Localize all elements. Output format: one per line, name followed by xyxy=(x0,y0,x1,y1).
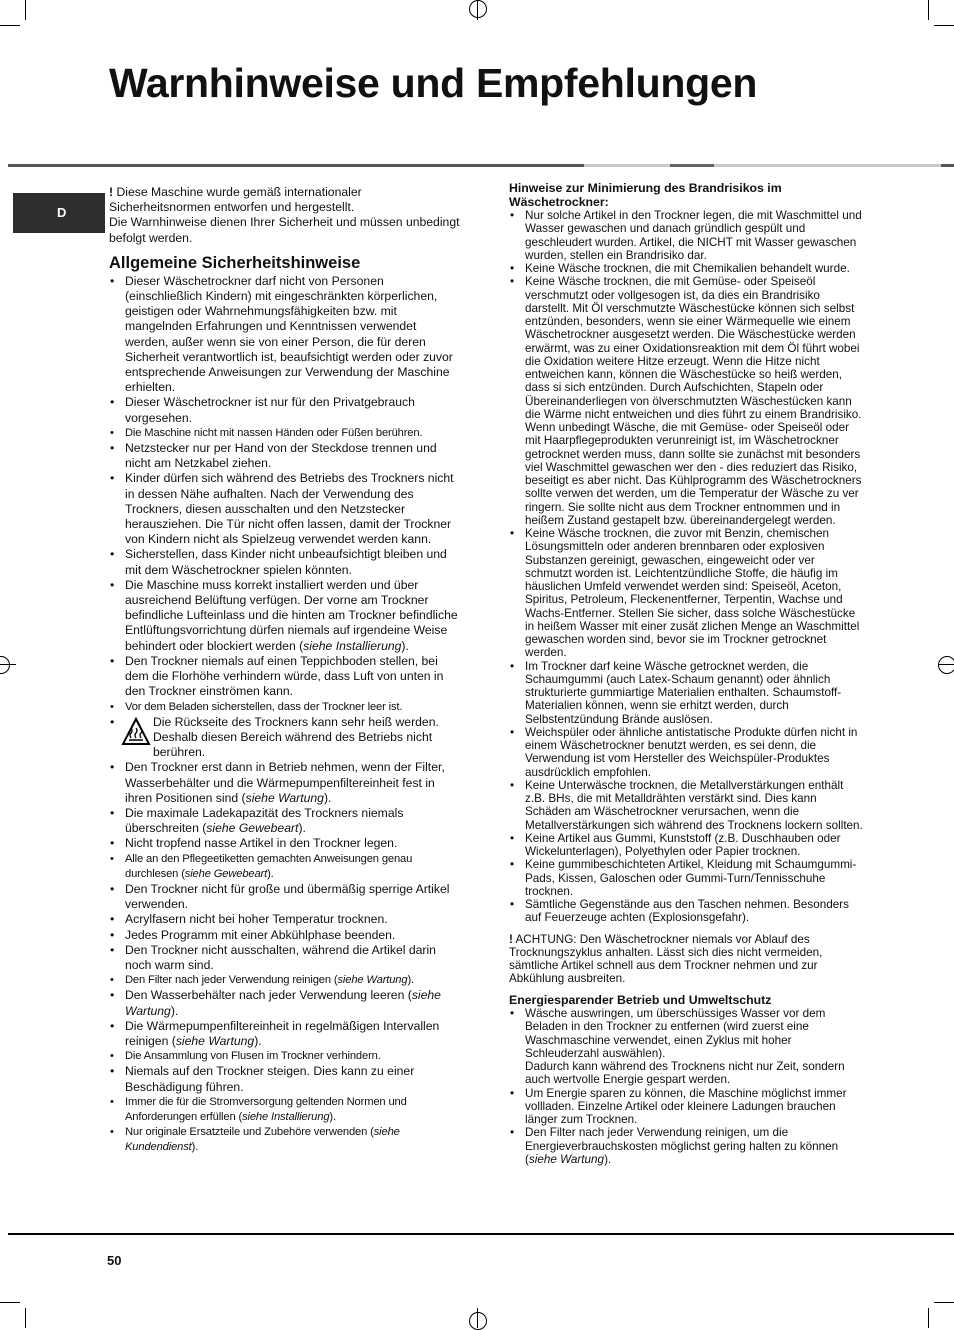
list-item: • Immer die für die Stromversorgung geltenden Normen und Anforderungen erfüllen (siehe Installierung). xyxy=(109,1095,463,1125)
list-item: • Kinder dürfen sich während des Betriebs des Trockners nicht in dessen Nähe aufhalten. Nach der Verwendung des Trockners, diesen ausschalten und den Netzstecker herausziehen. Die Tür nicht offen lassen, damit der Trockner von Kindern nicht als Spielzeug verwendet werden kann. xyxy=(109,471,463,547)
reference-link: siehe Gewebeart xyxy=(184,867,268,880)
list-item: • Den Trockner erst dann in Betrieb nehmen, wenn der Filter, Wasserbehälter und die Wärmepumpenfiltereinheit fest in ihren Positionen sind (siehe Wartung). xyxy=(109,760,463,806)
reference-link: siehe Installierung xyxy=(242,1110,330,1123)
section-heading-safety: Allgemeine Sicherheitshinweise xyxy=(109,253,361,272)
reference-link: siehe Wartung xyxy=(125,988,441,1018)
header-rule xyxy=(941,164,954,167)
list-item: • Sicherstellen, dass Kinder nicht unbeaufsichtigt bleiben und mit dem Wäschetrockner spielen könnten. xyxy=(109,547,463,577)
crop-mark xyxy=(928,1308,929,1328)
header-rule xyxy=(584,164,670,167)
list-item: • Nur originale Ersatzteile und Zubehöre verwenden (siehe Kundendienst). xyxy=(109,1125,463,1155)
left-column xyxy=(109,185,463,1156)
list-item: • Keine Wäsche trocknen, die zuvor mit Benzin, chemischen Lösungsmitteln oder anderen brennbaren oder explosiven Substanzen gereinigt, gewaschen, eingeweicht oder ver schmutzt worden ist. Leichtentzündliche Stoffe, die häufig im häuslichen Umfeld verwendet werden sind: Speiseöl, Aceton, Spiritus, Petroleum, Fleckenentferner, Terpentin, Wachse und Wachs-Entferner. Stellen Sie sicher, dass solche Wäschestücke in heißem Wasser mit einer zusät zlichen Menge an Waschmittel gewaschen worden sind, bevor sie im Trockner getrocknet werden. xyxy=(509,527,864,660)
list-item: • Den Trockner nicht für große und übermäßig sperrige Artikel verwenden. xyxy=(109,882,463,912)
list-item: • Die Wärmepumpenfiltereinheit in regelmäßigen Intervallen reinigen (siehe Wartung). xyxy=(109,1019,463,1049)
registration-mark xyxy=(938,656,954,674)
hot-surface-warning: • Die Rückseite des Trockners kann sehr heiß werden. Deshalb diesen Bereich während des Betriebs nicht berühren. xyxy=(125,715,463,761)
crop-mark xyxy=(25,1308,26,1328)
list-item: • Nicht tropfend nasse Artikel in den Trockner legen. xyxy=(109,836,463,851)
reference-link: siehe Wartung xyxy=(175,1033,255,1048)
reference-link: siehe Wartung xyxy=(337,974,408,987)
list-item: • Keine Unterwäsche trocknen, die Metallverstärkungen enthält z.B. BHs, die mit Metalldrähten verstärkt sind. Dies kann Schäden am Wäschetrockner verursachen, wenn die Metallverstärkungen sich während des Trocknens lockern sollten. xyxy=(509,779,864,832)
list-item: • Im Trockner darf keine Wäsche getrocknet werden, die Schaumgummi (auch Latex-Schaum genannt) oder ähnlich strukturierte gummiartige Materialien enthalten. Schaumstoff-Materialien können, wenn sie erhitzt werden, durch Selbstentzündung Brände auslösen. xyxy=(509,660,864,726)
list-item: • Niemals auf den Trockner steigen. Dies kann zu einer Beschädigung führen. xyxy=(109,1064,463,1094)
list-item: • Dieser Wäschetrockner darf nicht von Personen (einschließlich Kindern) mit eingeschränkten körperlichen, geistigen oder Wahrnehmungsfähigkeiten bzw. mit mangelnden Erfahrungen und Kenntnissen verwendet werden, außer wenn sie von einer Person, die für deren Sicherheit verantwortlich ist, beaufsichtigt werden oder zuvor entsprechende Anweisungen zur Verwendung der Maschine erhielten. xyxy=(109,274,463,396)
list-item: • Die maximale Ladekapazität des Trockners niemals überschreiten (siehe Gewebeart). xyxy=(109,806,463,836)
hot-surface-warning-icon xyxy=(121,717,151,747)
list-item: • Acrylfasern nicht bei hoher Temperatur trocknen. xyxy=(109,912,463,927)
list-item: • Den Trockner niemals auf einen Teppichboden stellen, bei dem die Florhöhe verhindern würde, dass Luft von unten in den Trockner einströmen kann. xyxy=(109,654,463,700)
list-item: • Die Maschine nicht mit nassen Händen oder Füßen berühren. xyxy=(109,426,463,441)
header-rule xyxy=(8,164,584,167)
reference-link: siehe Gewebeart xyxy=(206,821,299,836)
list-item-continuation: Dadurch kann während des Trocknens nicht nur Zeit, sondern auch wertvolle Energie gespart werden. xyxy=(525,1060,845,1087)
list-item: • Den Wasserbehälter nach jeder Verwendung leeren (siehe Wartung). xyxy=(109,988,463,1018)
list-item: • Die Maschine muss korrekt installiert werden und über ausreichend Belüftung verfügen. Der vorne am Trockner befindliche Lufteinlass und die hinten am Trockner befindliche Entlüftungsvorrichtung dürfen niemals auf irgendeine Weise behindert oder blockiert werden (siehe Installierung). xyxy=(109,578,463,654)
list-item: • Dieser Wäschetrockner ist nur für den Privatgebrauch vorgesehen. xyxy=(109,395,463,425)
registration-mark xyxy=(469,0,487,18)
list-item xyxy=(109,715,463,761)
crop-mark xyxy=(934,25,954,26)
language-tab-label: D xyxy=(57,205,67,220)
list-item: • Den Trockner nicht ausschalten, während die Artikel darin noch warm sind. xyxy=(109,943,463,973)
reference-link: siehe Installierung xyxy=(303,638,402,653)
list-item: • Keine Wäsche trocknen, die mit Chemikalien behandelt wurde. xyxy=(509,262,864,275)
registration-mark xyxy=(938,664,954,665)
warning-paragraph: ! ACHTUNG: Den Wäschetrockner niemals vor Ablauf des Trocknungszyklus anhalten. Lässt sich dies nicht vermeiden, sämtliche Artikel schnell aus dem Trockner nehmen und zur Abkühlung ausbreiten. xyxy=(509,932,823,986)
reference-link: siehe Wartung xyxy=(528,1152,605,1166)
exclamation-icon: ! xyxy=(509,932,513,946)
list-item: • Jedes Programm mit einer Abkühlphase beenden. xyxy=(109,928,463,943)
list-item: • Den Filter nach jeder Verwendung reinigen, um die Energieverbrauchskosten möglichst gering halten zu können (siehe Wartung). xyxy=(509,1126,864,1166)
intro-paragraph-2: Die Warnhinweise dienen Ihrer Sicherheit und müssen unbedingt befolgt werden. xyxy=(109,215,460,245)
header-rule xyxy=(670,164,714,167)
reference-link: siehe Wartung xyxy=(245,790,324,805)
crop-mark xyxy=(934,1302,954,1303)
registration-mark xyxy=(477,0,478,20)
right-column xyxy=(509,182,864,1166)
list-item: • Den Filter nach jeder Verwendung reinigen (siehe Wartung). xyxy=(109,973,463,988)
crop-mark xyxy=(0,1302,20,1303)
footer-rule xyxy=(8,1233,954,1235)
list-item-continuation: Wenn unbedingt Wäsche, die mit Gemüse- oder Speiseöl oder mit Haarpflegeprodukten verunreinigt ist, im Wäschetrockner getrocknet werden muss, dann sollte sie zunächst mit besonders viel Waschmittel gewaschen wer den - dies reduziert das Risiko, beseitigt es aber nicht. Das Kühlprogramm des Wäschetrockners sollte verwen det werden, um die Temperatur der Wäsche zu ver ringern. Sie sollte nicht aus dem Trockner entnommen und in heißem Zustand gestapelt bzw. übereinandergelegt werden. xyxy=(525,421,862,527)
exclamation-icon: ! xyxy=(109,185,114,199)
energy-list xyxy=(509,1007,864,1166)
list-item: • Vor dem Beladen sicherstellen, dass der Trockner leer ist. xyxy=(109,700,463,715)
language-tab xyxy=(13,193,105,233)
list-item: • Keine gummibeschichteten Artikel, Kleidung mit Schaumgummi-Pads, Kissen, Galoschen oder Gummi-Turn/Tennisschuhe trocknen. xyxy=(509,858,864,898)
crop-mark xyxy=(928,0,929,20)
page-number: 50 xyxy=(107,1253,122,1268)
page-title: Warnhinweise und Empfehlungen xyxy=(109,60,758,106)
crop-mark xyxy=(25,0,26,20)
list-item: • Keine Artikel aus Gummi, Kunststoff (z.B. Duschhauben oder Wickelunterlagen), Polyethylen oder Papier trocknen. xyxy=(509,832,864,859)
list-item: • Um Energie sparen zu können, die Maschine möglichst immer vollladen. Einzelne Artikel oder kleinere Ladungen brauchen länger zum Trocknen. xyxy=(509,1087,864,1127)
intro-paragraph: ! Diese Maschine wurde gemäß internationaler Sicherheitsnormen entworfen und hergestellt. xyxy=(109,185,362,215)
list-item: • Wäsche auswringen, um überschüssiges Wasser vor dem Beladen in den Trockner zu entfernen (wird zuerst eine Waschmaschine verwendet, einen Zyklus mit hoher Schleuderzahl auswählen). Dadurch kann während des Trocknens nicht nur Zeit, sondern auch wertvolle Energie gespart werden. xyxy=(509,1007,864,1087)
reference-link: siehe Kundendienst xyxy=(125,1126,400,1154)
list-item: • Keine Wäsche trocknen, die mit Gemüse- oder Speiseöl verschmutzt oder vollgesogen ist, da dies ein Brandrisiko darstellt. Mit Öl verschmutzte Wäschestücke können sich selbst entzünden, besonders, wenn sie einer Wärmequelle wie einem Wäschetrockner ausgesetzt werden. Die Wäschestücke werden erwärmt, was zu einer Oxidationsreaktion mit dem Öl führt wobei die Oxidation weitere Hitze erzeugt. Wenn die Hitze nicht entweichen kann, können die Wäschestücke so heiß werden, dass si sich entzünden. Durch Aufschichten, Stapeln oder Übereinanderliegen von ölverschmutzten Wäschestücken kann die Wärme nicht entweichen und dies führt zu einem Brandrisiko. Wenn unbedingt Wäsche, die mit Gemüse- oder Speiseöl oder mit Haarpflegeprodukten verunreinigt ist, im Wäschetrockner getrocknet werden muss, dann sollte sie zunächst mit besonders viel Waschmittel gewaschen wer den - dies reduziert das Risiko, beseitigt es aber nicht. Das Kühlprogramm des Wäschetrockners sollte verwen det werden, um die Temperatur der Wäsche zu ver ringern. Sie sollte nicht aus dem Trockner entnommen und in heißem Zustand gestapelt bzw. übereinandergelegt werden. xyxy=(509,275,864,527)
registration-mark xyxy=(477,1308,478,1328)
section-heading-fire-risk: Hinweise zur Minimierung des Brandrisikos im Wäschetrockner: xyxy=(509,181,782,209)
header-rule xyxy=(714,164,941,167)
registration-mark xyxy=(0,664,16,665)
list-item: • Alle an den Pflegeetiketten gemachten Anweisungen genau durchlesen (siehe Gewebeart). xyxy=(109,852,463,882)
list-item: • Sämtliche Gegenstände aus den Taschen nehmen. Besonders auf Feuerzeuge achten (Explosionsgefahr). xyxy=(509,898,864,925)
list-item: • Die Ansammlung von Flusen im Trockner verhindern. xyxy=(109,1049,463,1064)
safety-list xyxy=(109,274,463,1156)
registration-mark xyxy=(469,1312,487,1330)
registration-mark xyxy=(0,656,10,674)
crop-mark xyxy=(0,25,20,26)
list-item: • Nur solche Artikel in den Trockner legen, die mit Waschmittel und Wasser gewaschen und danach gründlich gespült und geschleudert wurden. Artikel, die NICHT mit Wasser gewaschen wurden, stellen ein Brandrisiko dar. xyxy=(509,209,864,262)
list-item: • Netzstecker nur per Hand von der Steckdose trennen und nicht am Netzkabel ziehen. xyxy=(109,441,463,471)
list-item: • Weichspüler oder ähnliche antistatische Produkte dürfen nicht in einem Wäschetrockner benutzt werden, es sei denn, die Verwendung ist vom Hersteller des Weichspüler-Produktes ausdrücklich empfohlen. xyxy=(509,726,864,779)
section-heading-energy: Energiesparender Betrieb und Umweltschutz xyxy=(509,992,772,1007)
fire-risk-list xyxy=(509,209,864,925)
